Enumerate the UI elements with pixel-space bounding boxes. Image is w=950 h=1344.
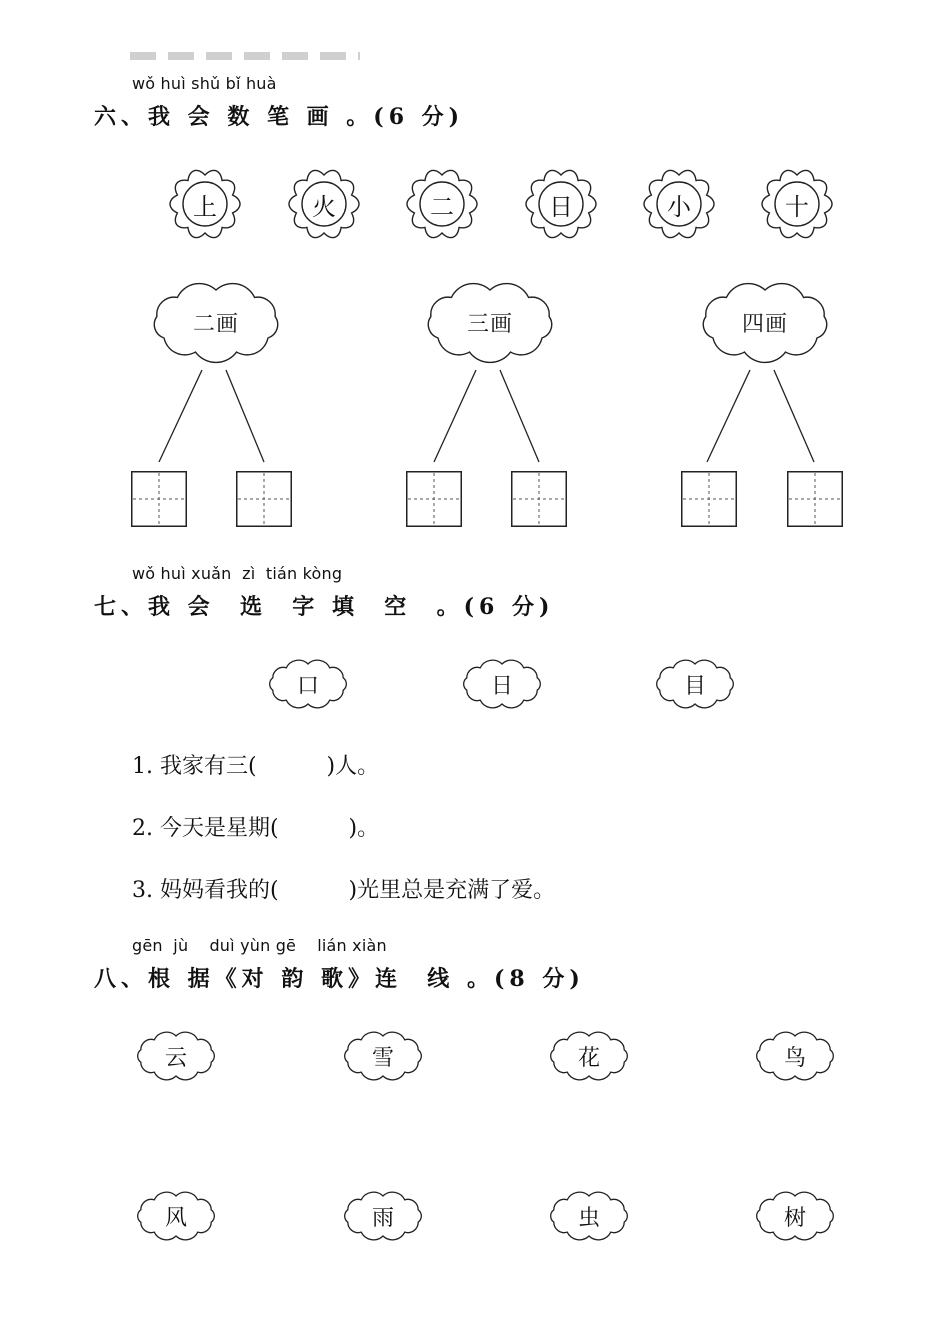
option-cloud-2 bbox=[456, 655, 548, 713]
writing-grid-box-6[interactable] bbox=[787, 471, 843, 527]
section6-heading: 六、我 会 数 笔 画 。(6 分) bbox=[94, 104, 465, 130]
match-top-cloud-3 bbox=[543, 1027, 635, 1085]
stroke-count-label: 二画 bbox=[192, 311, 239, 337]
option-character: 口 bbox=[296, 673, 319, 699]
writing-grid-box-4[interactable] bbox=[511, 471, 567, 527]
writing-grid-box-3[interactable] bbox=[406, 471, 462, 527]
match-bottom-cloud-3 bbox=[543, 1187, 635, 1245]
sentence-2: 2. 今天是星期( )。 bbox=[132, 816, 380, 841]
cloud-shape bbox=[749, 1187, 841, 1245]
option-cloud-1 bbox=[262, 655, 354, 713]
flower-character-label: 日 bbox=[549, 192, 573, 221]
flower-character-label: 上 bbox=[193, 192, 217, 221]
cloud-shape bbox=[749, 1027, 841, 1085]
match-top-character: 雪 bbox=[371, 1045, 394, 1071]
connector-line bbox=[707, 370, 750, 462]
option-cloud-3 bbox=[649, 655, 741, 713]
connector-line bbox=[226, 370, 264, 462]
sentence-3: 3. 妈妈看我的( )光里总是充满了爱。 bbox=[132, 878, 556, 903]
match-top-cloud-1 bbox=[130, 1027, 222, 1085]
match-bottom-character: 虫 bbox=[577, 1205, 600, 1231]
connector-line bbox=[774, 370, 814, 462]
section8-pinyin: gēn jù duì yùn gē lián xiàn bbox=[132, 936, 387, 955]
match-top-cloud-2 bbox=[337, 1027, 429, 1085]
match-top-character: 花 bbox=[577, 1045, 600, 1071]
cloud-shape bbox=[543, 1187, 635, 1245]
match-bottom-character: 树 bbox=[783, 1205, 806, 1231]
flower-character-label: 十 bbox=[785, 192, 809, 221]
cloud-shape bbox=[262, 655, 354, 713]
section6-pinyin: wǒ huì shǔ bǐ huà bbox=[132, 74, 277, 93]
match-bottom-character: 雨 bbox=[371, 1205, 394, 1231]
cloud-shape bbox=[337, 1187, 429, 1245]
cloud-shape bbox=[337, 1027, 429, 1085]
writing-grid-box-1[interactable] bbox=[131, 471, 187, 527]
writing-grid-box-5[interactable] bbox=[681, 471, 737, 527]
match-bottom-cloud-1 bbox=[130, 1187, 222, 1245]
section7-pinyin: wǒ huì xuǎn zì tián kòng bbox=[132, 564, 343, 583]
cloud-shape bbox=[649, 655, 741, 713]
connector-line bbox=[159, 370, 202, 462]
connector-line bbox=[500, 370, 539, 462]
option-character: 日 bbox=[490, 673, 513, 699]
section7-heading: 七、我 会 选 字 填 空 。(6 分) bbox=[94, 594, 555, 620]
sentence-1: 1. 我家有三( )人。 bbox=[132, 754, 380, 779]
cloud-shape bbox=[130, 1027, 222, 1085]
connector-line bbox=[434, 370, 476, 462]
match-bottom-cloud-4 bbox=[749, 1187, 841, 1245]
stroke-count-label: 三画 bbox=[466, 311, 513, 337]
writing-grid-box-2[interactable] bbox=[236, 471, 292, 527]
option-character: 目 bbox=[683, 673, 706, 699]
flower-character-label: 二 bbox=[430, 192, 454, 221]
match-top-character: 云 bbox=[164, 1045, 187, 1071]
section8-heading: 八、根 据《对 韵 歌》连 线 。(8 分) bbox=[94, 966, 585, 992]
cloud-shape bbox=[456, 655, 548, 713]
cloud-shape bbox=[130, 1187, 222, 1245]
match-bottom-character: 风 bbox=[164, 1205, 187, 1231]
flower-character-label: 火 bbox=[312, 192, 336, 221]
match-top-cloud-4 bbox=[749, 1027, 841, 1085]
stroke-count-label: 四画 bbox=[741, 311, 788, 337]
match-top-character: 鸟 bbox=[783, 1045, 806, 1071]
match-bottom-cloud-2 bbox=[337, 1187, 429, 1245]
cloud-shape bbox=[543, 1027, 635, 1085]
flower-character-label: 小 bbox=[667, 192, 691, 221]
